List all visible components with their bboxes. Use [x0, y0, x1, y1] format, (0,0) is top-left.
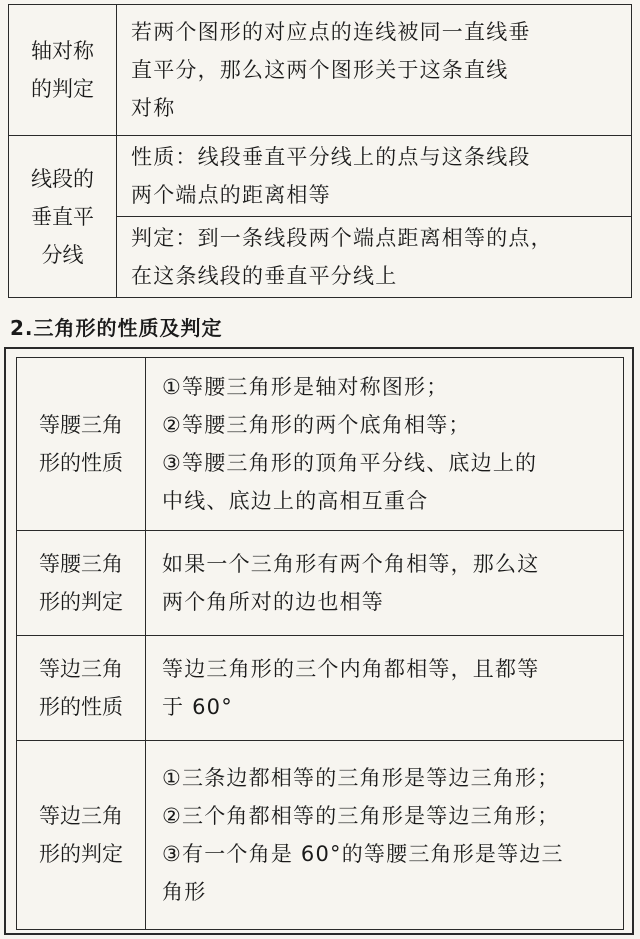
label-line: 等边三角 — [39, 657, 123, 681]
text-line: ②三个角都相等的三角形是等边三角形； — [162, 804, 560, 828]
label-line: 分线 — [41, 242, 84, 267]
table-row — [9, 5, 632, 136]
text-line: 若两个图形的对应点的连线被同一直线垂 — [131, 20, 531, 44]
text-line: 判定：到一条线段两个端点距离相等的点， — [131, 226, 553, 250]
text-line: 两个角所对的边也相等 — [162, 590, 384, 614]
label-line: 线段的 — [31, 166, 94, 191]
text-line: 等边三角形的三个内角都相等，且都等 — [162, 657, 540, 681]
label-line: 轴对称 — [31, 39, 94, 63]
row-text — [117, 217, 632, 298]
row-label — [9, 136, 117, 298]
text-line: ③等腰三角形的顶角平分线、底边上的 — [162, 451, 538, 475]
table-row — [17, 636, 624, 741]
label-line: 垂直平 — [31, 204, 94, 229]
table-row — [17, 531, 624, 636]
section-title: 2.三角形的性质及判定 — [10, 316, 223, 340]
text-line: 在这条线段的垂直平分线上 — [131, 264, 398, 288]
row-text — [146, 358, 624, 531]
label-line: 等边三角 — [39, 804, 123, 828]
table-row — [17, 358, 624, 531]
label-line: 形的判定 — [39, 590, 123, 614]
text-line: ②等腰三角形的两个底角相等； — [162, 413, 471, 437]
row-label — [9, 5, 117, 136]
row-text — [117, 5, 632, 136]
label-line: 形的判定 — [39, 842, 123, 866]
text-line: 性质：线段垂直平分线上的点与这条线段 — [131, 145, 531, 169]
label-line: 等腰三角 — [39, 413, 123, 437]
row-label — [17, 741, 146, 930]
text-line: ③有一个角是 60°的等腰三角形是等边三 — [162, 842, 564, 866]
text-line: 中线、底边上的高相互重合 — [162, 489, 429, 513]
text-line: 直平分，那么这两个图形关于这条直线 — [131, 58, 509, 82]
table-row — [17, 741, 624, 930]
row-label — [17, 358, 146, 531]
label-line: 形的性质 — [39, 695, 123, 719]
text-line: 如果一个三角形有两个角相等，那么这 — [162, 552, 540, 576]
text-line: 于 60° — [162, 695, 233, 719]
row-text — [146, 741, 624, 930]
text-line: 角形 — [162, 880, 207, 904]
row-label — [17, 531, 146, 636]
triangle-table — [16, 357, 624, 930]
row-text — [146, 636, 624, 741]
row-label — [17, 636, 146, 741]
text-line: ①等腰三角形是轴对称图形； — [162, 375, 449, 399]
row-text — [146, 531, 624, 636]
table-row — [9, 136, 632, 217]
label-line: 形的性质 — [39, 451, 123, 475]
text-line: 对称 — [131, 96, 176, 120]
text-line: ①三条边都相等的三角形是等边三角形； — [162, 766, 560, 790]
label-line: 等腰三角 — [39, 552, 123, 576]
text-line: 两个端点的距离相等 — [131, 183, 331, 207]
symmetry-table — [8, 4, 632, 298]
row-text — [117, 136, 632, 217]
triangle-table-frame — [4, 347, 634, 935]
label-line: 的判定 — [31, 77, 94, 101]
